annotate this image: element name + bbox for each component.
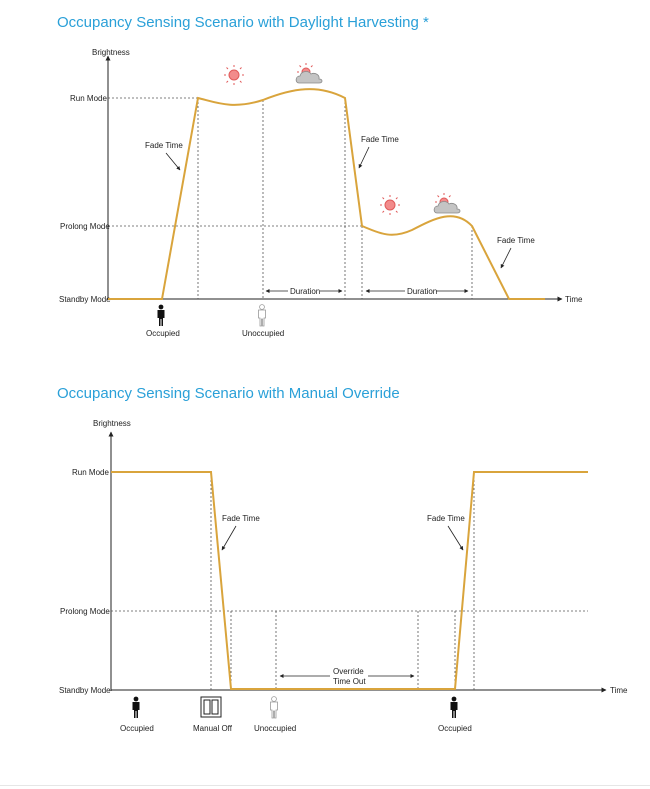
person-unoccupied-icon <box>271 697 278 718</box>
diagram1-fade-arrow-2 <box>359 147 369 168</box>
diagram2-level-standby: Standby Mode <box>59 686 111 695</box>
diagram1-title: Occupancy Sensing Scenario with Daylight Harvesting * <box>57 14 429 31</box>
diagram2-level-run: Run Mode <box>72 468 109 477</box>
diagram2-override-label: Override <box>333 667 364 676</box>
diagram2-x-axis-label: Time <box>610 686 628 695</box>
diagram1-x-axis-label: Time <box>565 295 583 304</box>
diagram1-event-unoccupied: Unoccupied <box>242 329 285 338</box>
diagram2-fade-arrow-1 <box>222 526 236 550</box>
person-occupied-icon <box>133 697 140 718</box>
diagram2-y-axis-label: Brightness <box>93 419 131 428</box>
diagram1-event-occupied: Occupied <box>146 329 180 338</box>
diagram1-fade-label-3: Fade Time <box>497 236 535 245</box>
person-unoccupied-icon <box>259 305 266 326</box>
diagram1-fade-label-2: Fade Time <box>361 135 399 144</box>
diagram2-timeout-label: Time Out <box>333 677 366 686</box>
diagram1-y-axis-label: Brightness <box>92 48 130 57</box>
sun-cloud-icon <box>296 63 322 83</box>
diagram1-fade-label-1: Fade Time <box>145 141 183 150</box>
diagram2-level-prolong: Prolong Mode <box>60 607 110 616</box>
diagram1-duration-label-1: Duration <box>290 287 321 296</box>
diagram2-event-occupied-2: Occupied <box>438 724 472 733</box>
person-occupied-icon <box>451 697 458 718</box>
diagram2-event-occupied-1: Occupied <box>120 724 154 733</box>
diagram2-brightness-curve <box>111 472 588 689</box>
diagram2-guides <box>111 472 588 690</box>
sun-icon <box>224 65 244 85</box>
manual-off-switch-icon <box>201 697 221 717</box>
diagram1-fade-arrow-3 <box>501 248 511 268</box>
person-occupied-icon <box>158 305 165 326</box>
diagram1-level-run: Run Mode <box>70 94 107 103</box>
diagram2-event-unoccupied: Unoccupied <box>254 724 297 733</box>
diagram1-guides <box>108 98 472 299</box>
diagram1-duration-label-2: Duration <box>407 287 438 296</box>
diagram2-fade-arrow-2 <box>448 526 463 550</box>
diagram2-fade-label-1: Fade Time <box>222 514 260 523</box>
diagram1-fade-arrow-1 <box>166 153 180 170</box>
diagram2 <box>59 419 628 733</box>
diagram1-level-prolong: Prolong Mode <box>60 222 110 231</box>
sun-cloud-icon <box>434 193 460 213</box>
diagram2-event-manual-off: Manual Off <box>193 724 232 733</box>
sun-icon <box>380 195 400 215</box>
diagram2-fade-label-2: Fade Time <box>427 514 465 523</box>
bottom-divider <box>0 785 650 786</box>
diagram1-level-standby: Standby Mode <box>59 295 111 304</box>
diagram1 <box>59 48 583 338</box>
diagram2-title: Occupancy Sensing Scenario with Manual Override <box>57 385 400 402</box>
diagram1-brightness-curve <box>108 89 545 299</box>
